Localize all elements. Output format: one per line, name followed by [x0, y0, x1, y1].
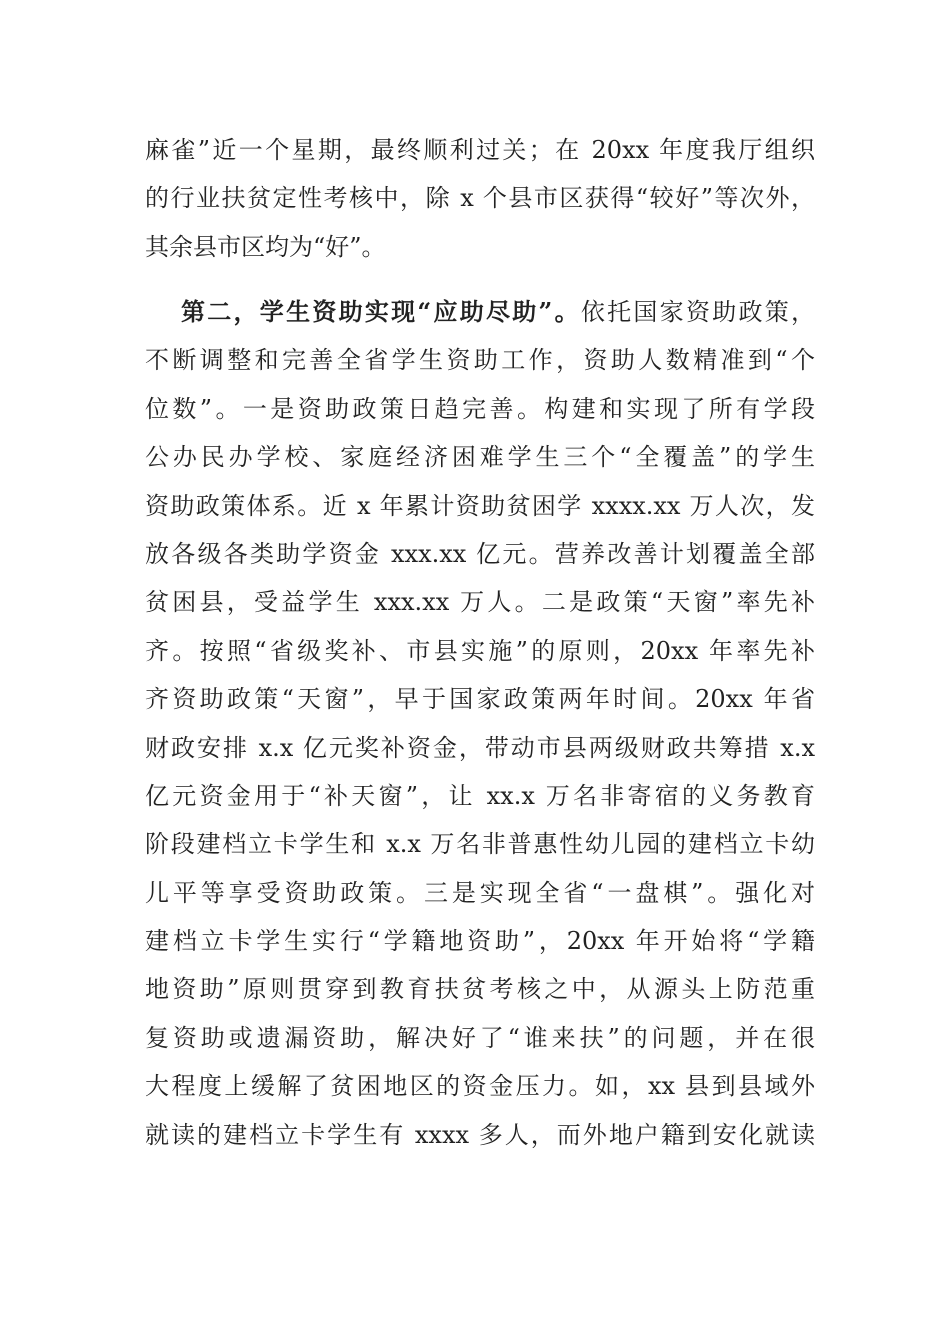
paragraph-line: 公办民办学校、家庭经济困难学生三个“全覆盖”的学生	[145, 443, 815, 472]
paragraph-line: 齐。按照“省级奖补、市县实施”的原则，20xx 年率先补	[145, 636, 815, 665]
paragraph-line: 不断调整和完善全省学生资助工作，资助人数精准到“个	[145, 346, 815, 375]
paragraph-first-line	[145, 288, 815, 336]
paragraph-line: 放各级各类助学资金 xxx.xx 亿元。营养改善计划覆盖全部	[145, 539, 815, 568]
paragraph-line: 齐资助政策“天窗”，早于国家政策两年时间。20xx 年省	[145, 685, 815, 714]
paragraph-line: 其余县市区均为“好”。	[145, 232, 386, 261]
paragraph-line: 的行业扶贫定性考核中，除 x 个县市区获得“较好”等次外，	[145, 184, 815, 213]
paragraph-line: 建档立卡学生实行“学籍地资助”，20xx 年开始将“学籍	[145, 927, 815, 956]
paragraph-line: 地资助”原则贯穿到教育扶贫考核之中，从源头上防范重	[145, 975, 815, 1004]
paragraph-heading: 第二，学生资助实现“应助尽助”。	[181, 297, 581, 326]
paragraph-line: 资助政策体系。近 x 年累计资助贫困学 xxxx.xx 万人次，发	[145, 491, 815, 520]
paragraph-1	[145, 126, 815, 271]
paragraph-line: 就读的建档立卡学生有 xxxx 多人，而外地户籍到安化就读	[145, 1120, 815, 1149]
paragraph-line: 亿元资金用于“补天窗”，让 xx.x 万名非寄宿的义务教育	[145, 781, 815, 810]
paragraph-line: 儿平等享受资助政策。三是实现全省“一盘棋”。强化对	[145, 878, 815, 907]
paragraph-line: 财政安排 x.x 亿元奖补资金，带动市县两级财政共筹措 x.x	[145, 733, 815, 762]
paragraph-line: 麻雀”近一个星期，最终顺利过关；在 20xx 年度我厅组织	[145, 136, 815, 164]
paragraph-line: 贫困县，受益学生 xxx.xx 万人。二是政策“天窗”率先补	[145, 588, 815, 617]
paragraph-line-rest: 依托国家资助政策，	[580, 298, 816, 326]
paragraph-line: 复资助或遗漏资助，解决好了“谁来扶”的问题，并在很	[145, 1023, 815, 1052]
paragraph-line: 大程度上缓解了贫困地区的资金压力。如，xx 县到县域外	[145, 1072, 815, 1101]
paragraph-line: 位数”。一是资助政策日趋完善。构建和实现了所有学段	[145, 394, 815, 423]
paragraph-line: 阶段建档立卡学生和 x.x 万名非普惠性幼儿园的建档立卡幼	[145, 830, 815, 859]
paragraph-2	[145, 288, 815, 1159]
